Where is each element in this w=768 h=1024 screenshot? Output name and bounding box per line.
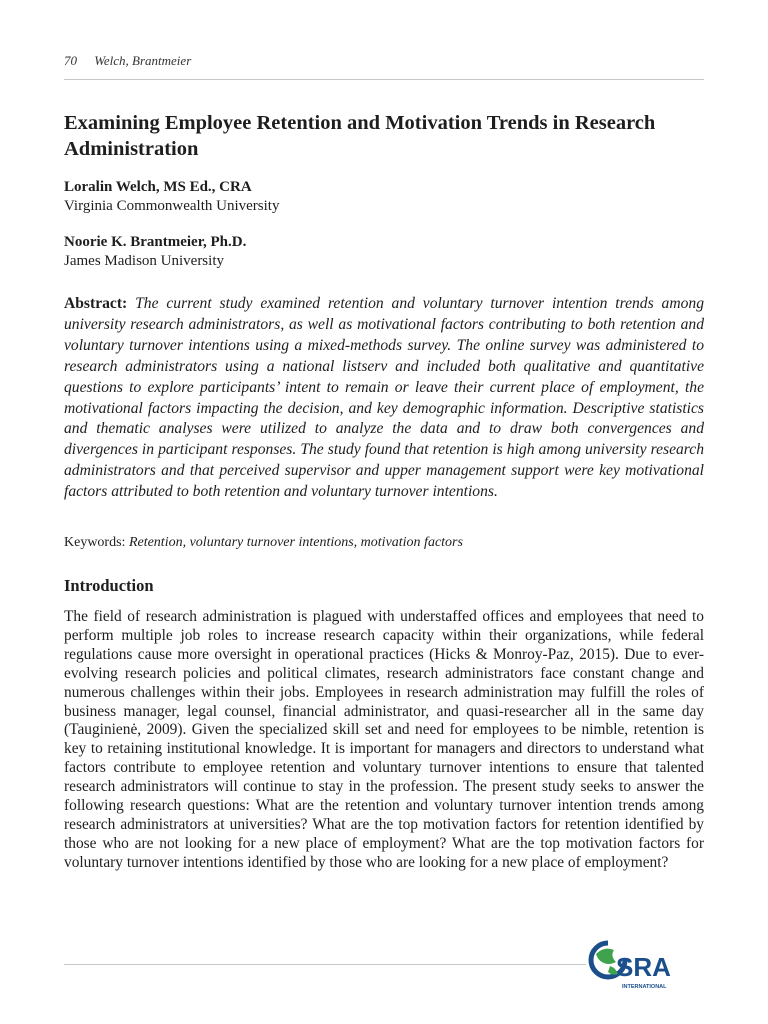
sra-international-logo (586, 936, 690, 996)
keywords-text: Retention, voluntary turnover intentions, motivation factors (128, 535, 463, 550)
running-head (64, 53, 191, 69)
author-block (64, 178, 279, 216)
keywords (64, 535, 463, 551)
author-affiliation: James Madison University (64, 253, 224, 269)
keywords-label: Keywords: (64, 535, 126, 550)
abstract (64, 294, 704, 503)
logo-text: SRA (616, 952, 671, 982)
footer-divider (64, 964, 586, 965)
header-divider (64, 79, 704, 80)
globe-logo-icon (586, 936, 690, 996)
author-name: Loralin Welch, MS Ed., CRA (64, 179, 252, 195)
logo-subtext: INTERNATIONAL (622, 984, 667, 990)
page-number: 70 (64, 53, 77, 68)
abstract-text: The current study examined retention and voluntary turnover intention trends among university research administrators, as well as motivational factors contributing to both retention and voluntary turnover intentions using a mixed-methods survey. The online survey was administered to research administrators using a national listserv and included both qualitative and quantitative questions to explore participants’ intent to remain or leave their current place of employment, the motivational factors impacting the decision, and key demographic information. Descriptive statistics and thematic analyses were utilized to analyze the data and to draw both convergences and divergences in participant responses. The study found that retention is high among university research administrators and that perceived supervisor and upper management support were key motivational factors attributed to both retention and voluntary turnover intentions. (64, 295, 704, 501)
author-block (64, 233, 246, 271)
paper-title: Examining Employee Retention and Motivation Trends in Research Administration (64, 112, 656, 160)
author-name: Noorie K. Brantmeier, Ph.D. (64, 234, 247, 250)
introduction-paragraph: The field of research administration is plagued with understaffed offices and employees that need to perform multiple job roles to increase research capacity within their organizations, while federal regulations cause more oversight in operational practices (Hicks & Monroy-Paz, 2015). Due to ever-evolving research policies and political climates, research administrators face constant change and numerous challenges within their jobs. Employees in research administration may fulfill the roles of business manager, legal counsel, financial administrator, and quasi-researcher all in the same day (Tauginienė, 2009). Given the specialized skill set and need for employees to be nimble, retention is key to retaining institutional knowledge. It is important for managers and directors to understand what factors contribute to employee retention and voluntary turnover intentions to ensure that talented research administrators will continue to stay in the profession. The present study seeks to answer the following research questions: What are the retention and voluntary turnover intention trends among research administrators at universities? What are the top motivation factors for retention identified by those who are not looking for a new place of employment? What are the top motivation factors for voluntary turnover intentions identified by those who are looking for a new place of employment? (64, 608, 704, 871)
author-affiliation: Virginia Commonwealth University (64, 198, 280, 214)
abstract-label: Abstract: (64, 295, 128, 312)
section-heading-introduction: Introduction (64, 576, 154, 595)
running-title: Welch, Brantmeier (94, 53, 192, 68)
